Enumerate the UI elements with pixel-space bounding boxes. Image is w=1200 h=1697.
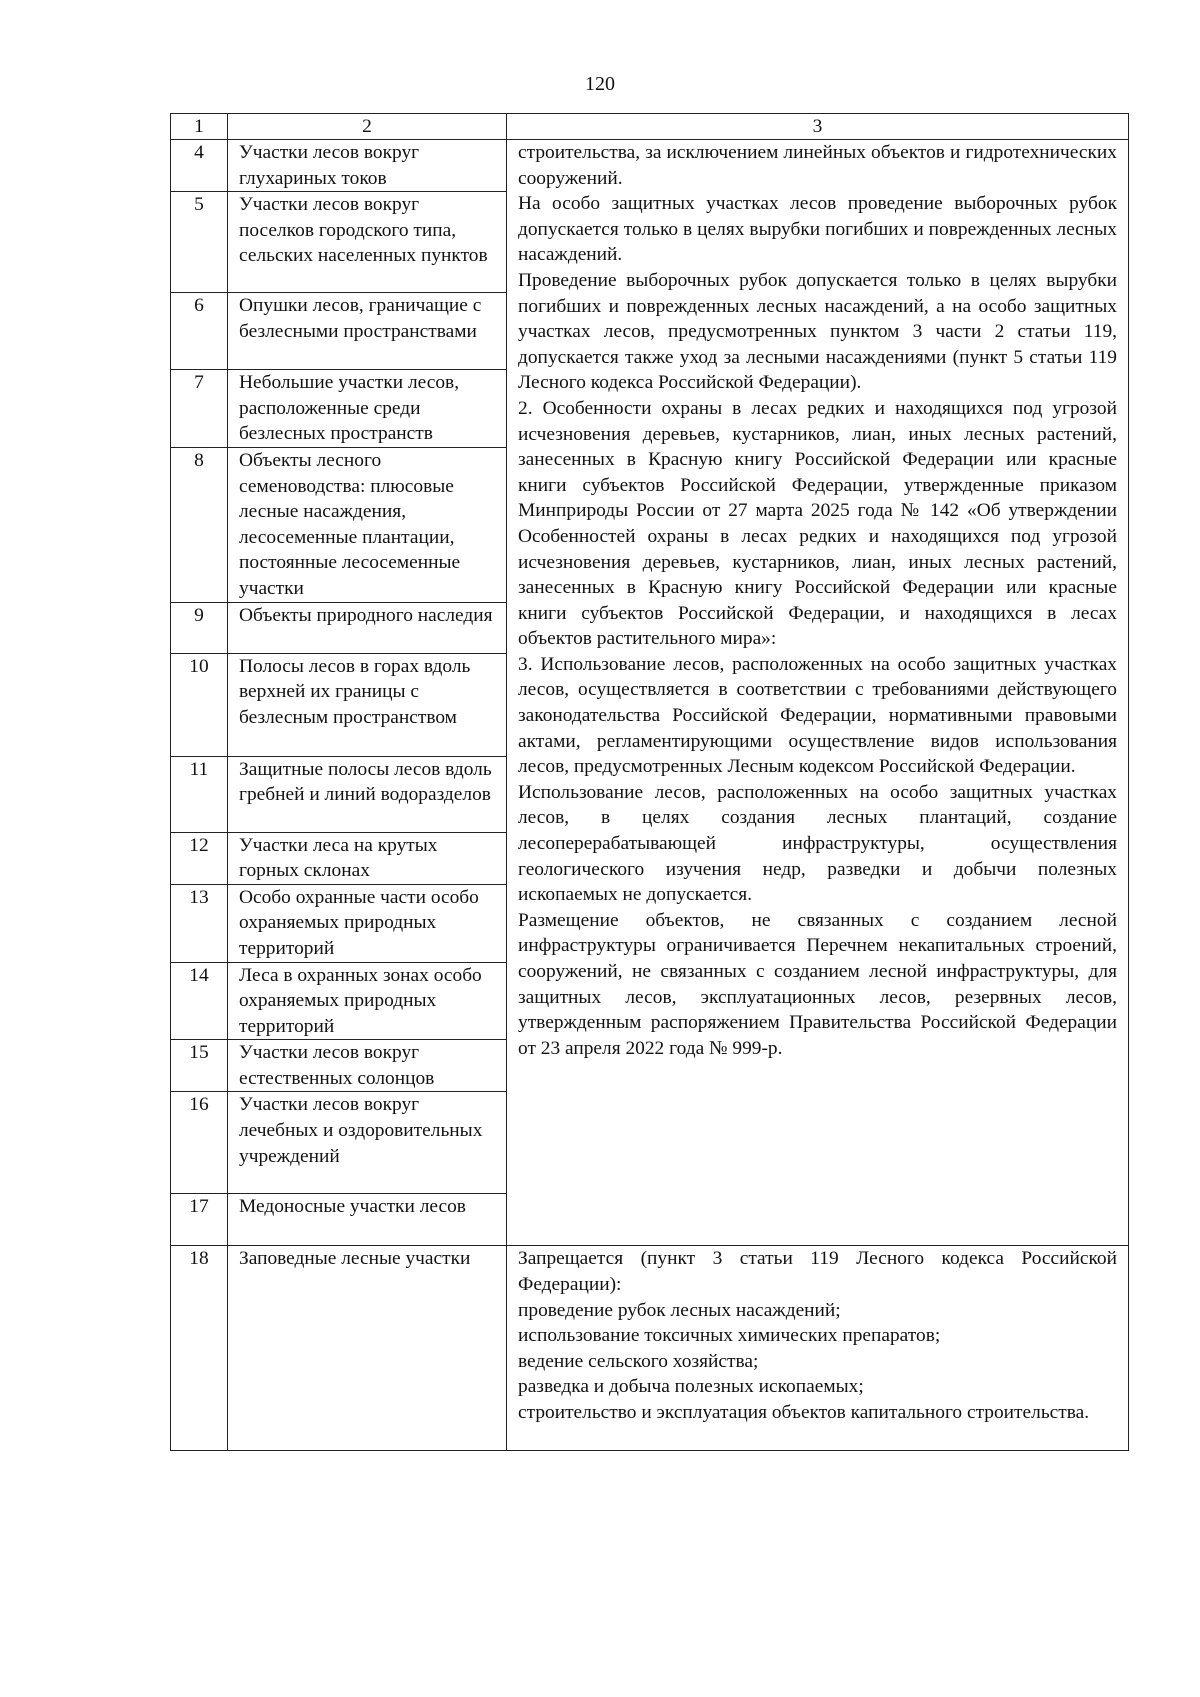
row-number: 10 bbox=[171, 653, 228, 756]
table-row bbox=[171, 1246, 1129, 1451]
row-name: Объекты природного наследия bbox=[228, 602, 507, 653]
row-number: 9 bbox=[171, 602, 228, 653]
row-number: 18 bbox=[171, 1246, 228, 1451]
row-number: 13 bbox=[171, 884, 228, 962]
requirements-paragraph: ведение сельского хозяйства; bbox=[518, 1350, 759, 1372]
header-cell-2: 2 bbox=[228, 114, 507, 140]
requirements-paragraph: На особо защитных участках лесов проведение выборочных рубок допускается только в целях вырубки погибших и поврежденных лесных насаждений. bbox=[518, 193, 1117, 266]
requirements-paragraph: 2. Особенности охраны в лесах редких и находящихся под угрозой исчезновения деревьев, кустарников, лиан, иных лесных растений, занесенных в Красную книгу Российской Федерации или красные книги субъектов Российской Федерации, утвержденные приказом Минприроды России от 27 марта 2025 года № 142 «Об утверждении Особенностей охраны в лесах редких и находящихся под угрозой исчезновения деревьев, кустарников, лиан, иных лесных растений, занесенных в Красную книгу Российской Федерации или красные книги субъектов Российской Федерации, и находящихся в лесах объектов растительного мира»: bbox=[518, 397, 1117, 650]
protected-reserve-requirements-cell bbox=[507, 1246, 1129, 1451]
row-number: 17 bbox=[171, 1194, 228, 1246]
row-name: Полосы лесов в горах вдоль верхней их границы с безлесным пространством bbox=[228, 653, 507, 756]
merged-requirements-cell bbox=[507, 140, 1129, 1246]
row-name: Защитные полосы лесов вдоль гребней и линий водоразделов bbox=[228, 756, 507, 832]
requirements-paragraph: Запрещается (пункт 3 статьи 119 Лесного кодекса Российской Федерации): bbox=[518, 1248, 1117, 1296]
row-number: 6 bbox=[171, 293, 228, 370]
requirements-paragraph: 3. Использование лесов, расположенных на особо защитных участках лесов, осуществляется в соответствии с требованиями действующего законодательства Российской Федерации, нормативными правовыми актами, регламентирующими осуществление видов использования лесов, предусмотренных Лесным кодексом Российской Федерации. bbox=[518, 653, 1117, 778]
row-name: Участки леса на крутых горных склонах bbox=[228, 832, 507, 884]
header-cell-1: 1 bbox=[171, 114, 228, 140]
row-name: Участки лесов вокруг естественных солонцов bbox=[228, 1040, 507, 1092]
row-name: Особо охранные части особо охраняемых природных территорий bbox=[228, 884, 507, 962]
row-name: Участки лесов вокруг поселков городского типа, сельских населенных пунктов bbox=[228, 192, 507, 293]
page-number: 120 bbox=[585, 73, 615, 95]
row-number: 15 bbox=[171, 1040, 228, 1092]
table-row bbox=[171, 140, 1129, 192]
table-header-row bbox=[171, 114, 1129, 140]
row-name: Заповедные лесные участки bbox=[228, 1246, 507, 1451]
row-number: 7 bbox=[171, 370, 228, 448]
requirements-paragraph: Размещение объектов, не связанных с созданием лесной инфраструктуры ограничивается Перечнем некапитальных строений, сооружений, не связанных с созданием лесной инфраструктуры, для защитных лесов, эксплуатационных лесов, резервных лесов, утвержденным распоряжением Правительства Российской Федерации от 23 апреля 2022 года № 999-р. bbox=[518, 909, 1117, 1059]
row-name: Участки лесов вокруг лечебных и оздоровительных учреждений bbox=[228, 1092, 507, 1194]
row-number: 8 bbox=[171, 447, 228, 602]
requirements-paragraph: строительства, за исключением линейных объектов и гидротехнических сооружений. bbox=[518, 142, 1117, 189]
requirements-paragraph: использование токсичных химических препаратов; bbox=[518, 1325, 941, 1347]
row-name: Небольшие участки лесов, расположенные среди безлесных пространств bbox=[228, 370, 507, 448]
row-name: Леса в охранных зонах особо охраняемых природных территорий bbox=[228, 962, 507, 1040]
row-number: 12 bbox=[171, 832, 228, 884]
row-number: 16 bbox=[171, 1092, 228, 1194]
header-cell-3: 3 bbox=[507, 114, 1129, 140]
requirements-paragraph: разведка и добыча полезных ископаемых; bbox=[518, 1376, 864, 1398]
row-name: Опушки лесов, граничащие с безлесными пространствами bbox=[228, 293, 507, 370]
row-number: 4 bbox=[171, 140, 228, 192]
row-number: 11 bbox=[171, 756, 228, 832]
forest-regulations-table bbox=[170, 113, 1129, 1451]
requirements-paragraph: строительство и эксплуатация объектов капитального строительства. bbox=[518, 1402, 1090, 1424]
row-name: Медоносные участки лесов bbox=[228, 1194, 507, 1246]
requirements-paragraph: Использование лесов, расположенных на особо защитных участках лесов, в целях создания лесных плантаций, создание лесоперерабатывающей инфраструктуры, осуществления геологического изучения недр, разведки и добычи полезных ископаемых не допускается. bbox=[518, 781, 1117, 906]
requirements-paragraph: Проведение выборочных рубок допускается только в целях вырубки погибших и поврежденных лесных насаждений, а на особо защитных участках лесов, предусмотренных пунктом 3 части 2 статьи 119, допускается также уход за лесными насаждениями (пункт 5 статьи 119 Лесного кодекса Российской Федерации). bbox=[518, 269, 1117, 394]
row-number: 14 bbox=[171, 962, 228, 1040]
row-number: 5 bbox=[171, 192, 228, 293]
requirements-paragraph: проведение рубок лесных насаждений; bbox=[518, 1299, 841, 1321]
row-name: Объекты лесного семеноводства: плюсовые лесные насаждения, лесосеменные плантации, постоянные лесосеменные участки bbox=[228, 447, 507, 602]
row-name: Участки лесов вокруг глухариных токов bbox=[228, 140, 507, 192]
